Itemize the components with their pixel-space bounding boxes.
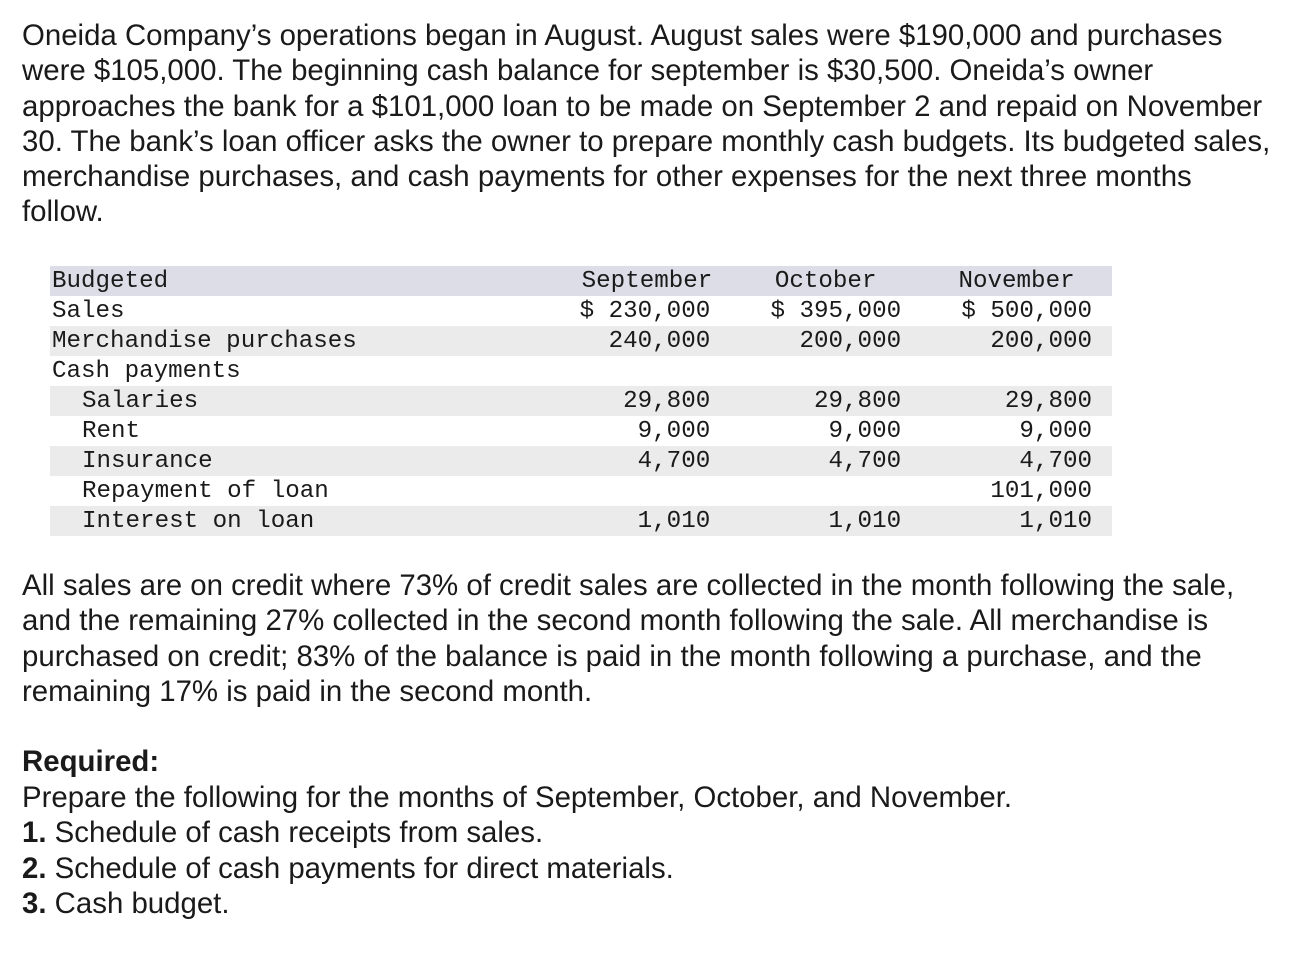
collection-terms-paragraph: All sales are on credit where 73% of credit sales are collected in the month following the sale, and the remaining 27% collected in the second month following the sale. All merchandise is purchased on credit; 83% of the balance is paid in the month following a purchase, and the remaining 17% is paid in the second month. bbox=[22, 569, 1235, 708]
required-section bbox=[22, 744, 1272, 922]
required-instruction: Prepare the following for the months of September, October, and November. bbox=[22, 780, 1013, 814]
row-label: Repayment of loan bbox=[82, 477, 329, 505]
table-row bbox=[50, 356, 1112, 386]
cell-value: 29,800 bbox=[814, 387, 902, 415]
table-header-row bbox=[50, 266, 1112, 296]
cell-value: 240,000 bbox=[608, 327, 711, 355]
row-label: Rent bbox=[82, 417, 141, 445]
row-label: Salaries bbox=[50, 386, 564, 416]
table-row bbox=[50, 326, 1112, 356]
cell-value: $ 395,000 bbox=[770, 297, 902, 325]
cell-value: 29,800 bbox=[623, 387, 711, 415]
cell-value: 29,800 bbox=[1004, 387, 1092, 415]
cell-value: 200,000 bbox=[990, 327, 1092, 355]
cell-value: 9,000 bbox=[828, 417, 902, 445]
table-row bbox=[50, 506, 1112, 536]
row-label: Insurance bbox=[50, 446, 564, 476]
required-item-number: 2. bbox=[22, 851, 47, 885]
required-item-number: 3. bbox=[22, 887, 47, 920]
table-row bbox=[50, 386, 1112, 416]
cell-value: 4,700 bbox=[828, 447, 902, 475]
row-label: Cash payments bbox=[52, 357, 241, 385]
required-heading: Required: bbox=[22, 745, 160, 778]
header-september: September bbox=[564, 266, 731, 296]
cell-value: 1,010 bbox=[1019, 507, 1092, 535]
cell-value: 200,000 bbox=[799, 327, 902, 355]
cell-value: 101,000 bbox=[990, 477, 1092, 505]
cell-value: 1,010 bbox=[637, 507, 711, 535]
required-item bbox=[22, 815, 1272, 851]
table-row bbox=[50, 416, 1112, 446]
required-item-text: Cash budget. bbox=[46, 887, 230, 920]
row-label: Merchandise purchases bbox=[50, 326, 564, 356]
cell-value: 4,700 bbox=[1019, 447, 1092, 475]
table-row bbox=[50, 446, 1112, 476]
cell-value: 4,700 bbox=[637, 447, 711, 475]
table-row bbox=[50, 296, 1112, 326]
required-item-text: Schedule of cash receipts from sales. bbox=[46, 816, 544, 849]
cell-value: $ 230,000 bbox=[579, 297, 711, 325]
required-item-number: 1. bbox=[22, 816, 47, 849]
header-october: October bbox=[730, 266, 921, 296]
cell-value: 1,010 bbox=[828, 507, 902, 535]
required-item bbox=[22, 886, 1272, 922]
problem-intro-paragraph: Oneida Company’s operations began in August. August sales were $190,000 and purchases were $105,000. The beginning cash balance for september is $30,500. Oneida’s owner approaches the bank for a $101,000 loan to be made on September 2 and repaid on November 30. The bank’s loan officer asks the owner to prepare monthly cash budgets. Its budgeted sales, merchandise purchases, and cash payments for other expenses for the next three months follow. bbox=[22, 19, 1271, 229]
budget-table bbox=[50, 266, 1112, 536]
cell-value: 9,000 bbox=[1019, 417, 1092, 445]
table-row bbox=[50, 476, 1112, 506]
row-label: Sales bbox=[52, 297, 125, 325]
required-item bbox=[22, 851, 1272, 887]
cell-value: $ 500,000 bbox=[961, 297, 1092, 325]
cell-value: 9,000 bbox=[637, 417, 711, 445]
required-item-text: Schedule of cash payments for direct materials. bbox=[46, 851, 674, 885]
header-label: Budgeted bbox=[50, 266, 564, 296]
row-label: Interest on loan bbox=[50, 506, 564, 536]
header-november: November bbox=[921, 266, 1112, 296]
